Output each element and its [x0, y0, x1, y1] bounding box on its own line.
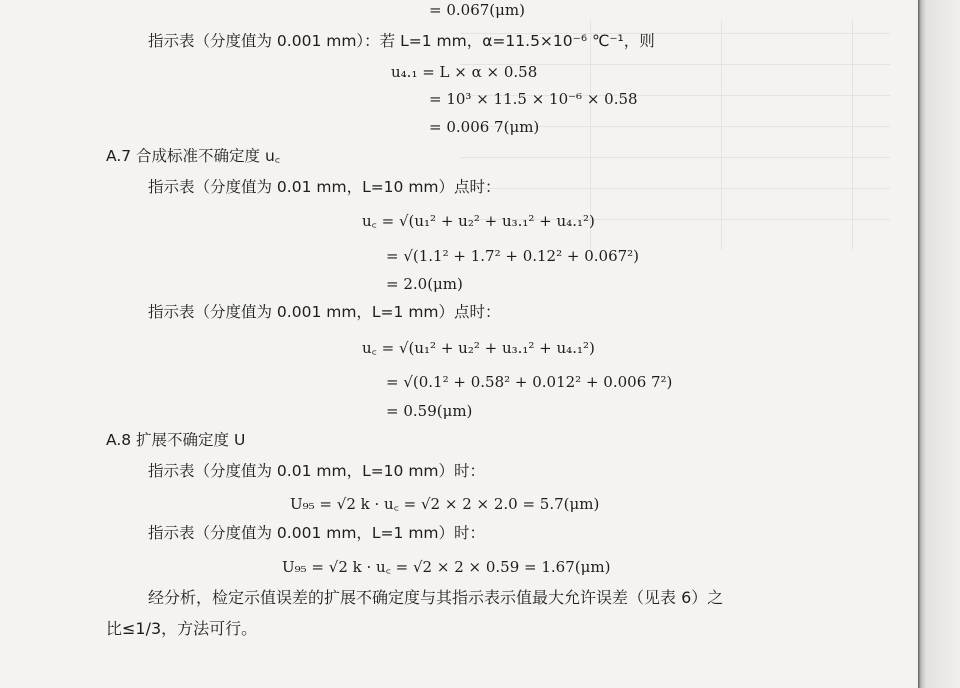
- text-line: 指示表（分度值为 0.01 mm，L=10 mm）时：: [148, 462, 486, 480]
- equation-line: = √(0.1² + 0.58² + 0.012² + 0.006 7²): [386, 373, 673, 391]
- text-line: 指示表（分度值为 0.001 mm，L=1 mm）点时：: [148, 303, 501, 321]
- equation-line: = 0.59(μm): [386, 402, 473, 420]
- page-edge-shadow: [918, 0, 960, 688]
- equation-line: = 10³ × 11.5 × 10⁻⁶ × 0.58: [429, 90, 638, 108]
- section-heading-a8: A.8 扩展不确定度 U: [106, 431, 246, 449]
- equation-line: U₉₅ = √2 k · u꜀ = √2 × 2 × 2.0 = 5.7(μm): [290, 495, 600, 513]
- equation-line: U₉₅ = √2 k · u꜀ = √2 × 2 × 0.59 = 1.67(μm): [282, 558, 611, 576]
- equation-line: u꜀ = √(u₁² + u₂² + u₃.₁² + u₄.₁²): [362, 212, 595, 230]
- equation-line: u₄.₁ = L × α × 0.58: [391, 63, 538, 81]
- text-line: 指示表（分度值为 0.001 mm，L=1 mm）时：: [148, 524, 486, 542]
- equation-line: u꜀ = √(u₁² + u₂² + u₃.₁² + u₄.₁²): [362, 339, 595, 357]
- equation-line: = 2.0(μm): [386, 275, 463, 293]
- conclusion-line-1: 经分析，检定示值误差的扩展不确定度与其指示表示值最大允许误差（见表 6）之: [148, 588, 724, 607]
- equation-line: = 0.067(μm): [429, 1, 525, 19]
- equation-line: = √(1.1² + 1.7² + 0.12² + 0.067²): [386, 247, 640, 265]
- equation-line: = 0.006 7(μm): [429, 118, 540, 136]
- section-heading-a7: A.7 合成标准不确定度 u꜀: [106, 147, 281, 165]
- text-line: 指示表（分度值为 0.01 mm，L=10 mm）点时：: [148, 178, 501, 196]
- conclusion-line-2: 比≤1/3，方法可行。: [106, 619, 258, 638]
- text-line: 指示表（分度值为 0.001 mm）：若 L=1 mm，α=11.5×10⁻⁶ ℃⁻¹，则: [148, 32, 655, 50]
